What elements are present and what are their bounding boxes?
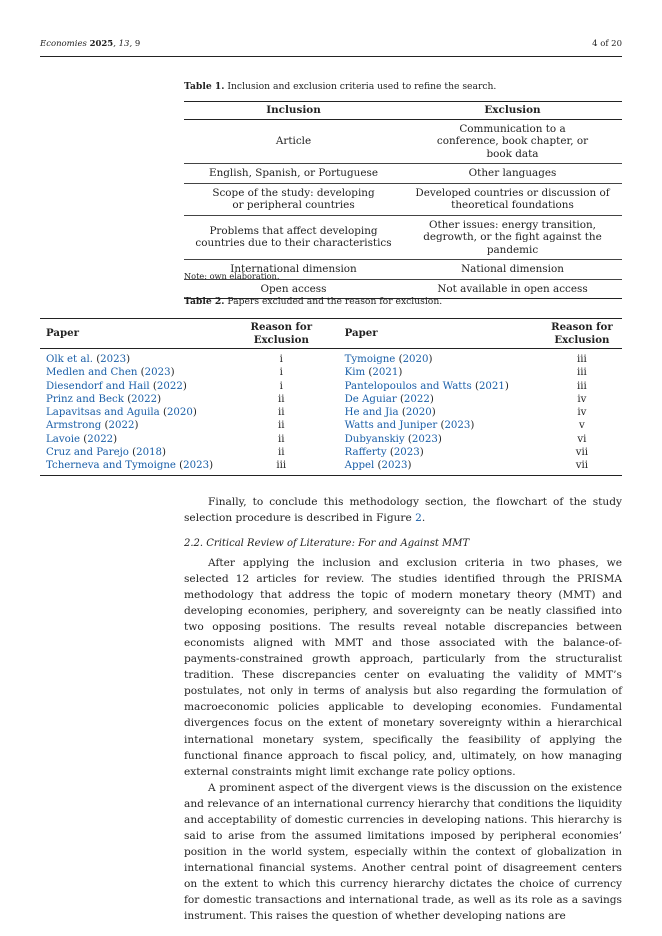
- reason-cell: vi: [577, 433, 587, 445]
- citation-year-link[interactable]: 2022: [131, 393, 158, 405]
- citation-year-link[interactable]: 2023: [393, 447, 420, 459]
- citation-author-link[interactable]: Diesendorf and Hail: [46, 380, 150, 392]
- reason-cell: i: [279, 380, 283, 392]
- paper-cell: Watts and Juniper (2023): [344, 420, 475, 432]
- reason-cell: ii: [278, 407, 285, 419]
- figure-reference-link[interactable]: 2: [415, 512, 422, 525]
- reason-cell: vii: [575, 447, 589, 459]
- table-cell: National dimension: [403, 260, 622, 280]
- table-cell: Communication to a conference, book chapter, or book data: [403, 119, 622, 164]
- citation-year-link[interactable]: 2023: [381, 460, 408, 472]
- citation-author-link[interactable]: Dubyanskiy: [344, 433, 405, 445]
- table-cell: International dimension: [184, 260, 403, 280]
- table-row: [40, 349, 622, 367]
- table-row: [40, 433, 622, 446]
- journal-citation: Economies 2025, 13, 9: [40, 39, 141, 49]
- citation-year-link[interactable]: 2023: [100, 354, 127, 365]
- body-paragraphs: [184, 555, 622, 924]
- table-cell: Problems that affect developing countries due to their characteristics: [184, 215, 403, 260]
- table1-note: Note: own elaboration.: [184, 271, 280, 281]
- paper-cell: Diesendorf and Hail (2022): [46, 380, 187, 392]
- citation-author-link[interactable]: Rafferty: [344, 447, 387, 459]
- citation-author-link[interactable]: De Aguiar: [344, 393, 397, 405]
- section-heading: 2.2. Critical Review of Literature: For and Against MMT: [184, 538, 470, 549]
- table2-label: Table 2.: [184, 296, 225, 307]
- citation-year-link[interactable]: 2021: [478, 380, 505, 392]
- paper-cell: Kim (2021): [344, 367, 403, 379]
- reason-cell: i: [279, 367, 283, 379]
- citation-author-link[interactable]: Pantelopoulos and Watts: [344, 380, 472, 392]
- reason-cell: iv: [577, 407, 587, 419]
- citation-year-link[interactable]: 2022: [87, 433, 114, 445]
- table-row: [40, 406, 622, 419]
- reason-cell: vii: [542, 459, 622, 475]
- citation-author-link[interactable]: Appel: [344, 460, 375, 472]
- inclusion-exclusion-table: [184, 101, 622, 299]
- table2-header-reason-2: Reason for Exclusion: [542, 319, 622, 349]
- table-row: [184, 183, 622, 215]
- citation-author-link[interactable]: Tymoigne: [344, 354, 396, 365]
- table-cell: Open access: [184, 279, 403, 299]
- column-gap: [321, 406, 338, 419]
- reason-cell: iii: [577, 380, 587, 392]
- citation-author-link[interactable]: Armstrong: [46, 420, 102, 432]
- table2-header-paper: Paper: [40, 319, 241, 349]
- paper-cell: Tymoigne (2020): [344, 354, 433, 365]
- column-gap: [321, 366, 338, 379]
- table1-caption: [184, 81, 496, 92]
- paper-cell: Rafferty (2023): [344, 447, 424, 459]
- paper-cell: Armstrong (2022): [46, 420, 139, 432]
- table1-caption-text: Inclusion and exclusion criteria used to refine the search.: [227, 81, 497, 92]
- citation-author-link[interactable]: Olk et al.: [46, 354, 93, 365]
- table-cell: Other issues: energy transition, degrowth, or the fight against the pandemic: [403, 215, 622, 260]
- citation-year-link[interactable]: 2022: [156, 380, 183, 392]
- paper-cell: He and Jia (2020): [344, 407, 436, 419]
- citation-year-link[interactable]: 2021: [372, 367, 399, 379]
- table2-header-paper-2: Paper: [339, 319, 542, 349]
- paper-cell: Tcherneva and Tymoigne (2023): [40, 459, 241, 475]
- paper-cell: Lavoie (2022): [46, 433, 118, 445]
- reason-cell: ii: [278, 393, 285, 405]
- reason-cell: ii: [278, 433, 285, 445]
- paper-cell: Lapavitsas and Aguila (2020): [46, 407, 197, 419]
- paragraph-methodology-conclusion: Finally, to conclude this methodology section, the flowchart of the study selection procedure is described in Figure 2.: [184, 496, 622, 525]
- table-row: [40, 419, 622, 432]
- reason-cell: i: [279, 354, 283, 365]
- paper-cell: Cruz and Parejo (2018): [46, 447, 167, 459]
- column-gap: [321, 419, 338, 432]
- citation-year-link[interactable]: 2020: [405, 407, 432, 419]
- table-cell: Article: [184, 119, 403, 164]
- citation-author-link[interactable]: Tcherneva and Tymoigne: [46, 460, 176, 472]
- table1-label: Table 1.: [184, 81, 225, 92]
- table-row: [40, 446, 622, 459]
- header-rule: [40, 56, 622, 57]
- reason-cell: ii: [278, 447, 285, 459]
- paper-cell: Medlen and Chen (2023): [46, 367, 175, 379]
- reason-cell: iii: [577, 354, 587, 365]
- paragraph: After applying the inclusion and exclusion criteria in two phases, we selected 12 articles for review. The studies identified through the PRISMA methodology that address the topic of modern monetary theory (MMT) and developing economies, periphery, and sovereignty can be neatly classified into two opposing positions. The results reveal notable discrepancies between economists aligned with MMT and those associated with the balance-of-payments-constrained growth approach, particularly from the structuralist tradition. These discrepancies center on evaluating the validity of MMT’s postulates, not only in terms of analysis but also regarding the formulation of macroeconomic policies applicable to developing economies. Fundamental divergences focus on the extent of monetary sovereignty within a hierarchical international monetary system, specifically the feasibility of applying the functional finance approach to fiscal policy, and, ultimately, on how managing external constraints might limit exchange rate policy options.: [184, 557, 622, 778]
- paragraph: A prominent aspect of the divergent views is the discussion on the existence and relevance of an international currency hierarchy that conditions the liquidity and acceptability of domestic currencies in developing nations. This hierarchy is said to arise from the assumed limitations imposed by peripheral economies’ position in the world system, especially within the context of globalization in international financial systems. Another central point of disagreement centers on the extent to which this currency hierarchy dictates the choice of currency for domestic transactions and international trade, as well as its role as a savings instrument. This raises the question of whether developing nations are: [184, 781, 622, 923]
- table2-header-reason: Reason for Exclusion: [241, 319, 321, 349]
- citation-year-link[interactable]: 2020: [402, 354, 429, 365]
- table1-header-exclusion: Exclusion: [403, 102, 622, 120]
- table2-caption: [184, 296, 442, 307]
- column-gap: [321, 380, 338, 393]
- column-gap: [321, 446, 338, 459]
- citation-author-link[interactable]: Prinz and Beck: [46, 393, 124, 405]
- citation-author-link[interactable]: Cruz and Parejo: [46, 447, 129, 459]
- table-cell: Developed countries or discussion of theoretical foundations: [403, 183, 622, 215]
- citation-year-link[interactable]: 2023: [411, 433, 438, 445]
- paragraph-text: Finally, to conclude this methodology section, the flowchart of the study selection procedure is described in Figure: [184, 496, 622, 525]
- reason-cell: ii: [278, 420, 285, 432]
- table-cell: Not available in open access: [403, 279, 622, 299]
- reason-cell: iv: [577, 393, 587, 405]
- table2-caption-text: Papers excluded and the reason for exclusion.: [227, 296, 443, 307]
- citation-year-link[interactable]: 2022: [108, 420, 135, 432]
- table1-header-inclusion: Inclusion: [184, 102, 403, 120]
- column-gap: [321, 433, 338, 446]
- paper-cell: Appel (2023): [339, 459, 542, 475]
- citation-author-link[interactable]: He and Jia: [344, 407, 399, 419]
- reason-cell: v: [579, 420, 585, 432]
- citation-author-link[interactable]: Lapavitsas and Aguila: [46, 407, 160, 419]
- citation-year-link[interactable]: 2020: [166, 407, 193, 419]
- table2-body: [40, 349, 622, 476]
- table-row: [184, 215, 622, 260]
- citation-year-link[interactable]: 2018: [136, 447, 163, 459]
- column-gap: [321, 393, 338, 406]
- paper-cell: De Aguiar (2022): [344, 393, 434, 405]
- reason-cell: iii: [241, 459, 321, 475]
- column-gap: [321, 349, 338, 367]
- paper-cell: Pantelopoulos and Watts (2021): [344, 380, 509, 392]
- citation-year-link[interactable]: 2023: [183, 460, 210, 472]
- table-row: [40, 459, 622, 475]
- column-gap: [321, 459, 338, 475]
- excluded-papers-table: [40, 318, 622, 476]
- table-row: [40, 393, 622, 406]
- table-row: [184, 119, 622, 164]
- citation-year-link[interactable]: 2022: [403, 393, 430, 405]
- page-number: 4 of 20: [592, 39, 622, 49]
- citation-year-link[interactable]: 2023: [144, 367, 171, 379]
- journal-issue: 9: [134, 39, 141, 49]
- citation-year-link[interactable]: 2023: [444, 420, 471, 432]
- citation-author-link[interactable]: Kim: [344, 367, 366, 379]
- journal-volume: 13: [118, 39, 130, 49]
- column-gap: [321, 319, 338, 349]
- table-row: [40, 380, 622, 393]
- paper-cell: Prinz and Beck (2022): [46, 393, 162, 405]
- table-row: [40, 366, 622, 379]
- table-cell: English, Spanish, or Portuguese: [184, 164, 403, 184]
- table-cell: Scope of the study: developing or peripheral countries: [184, 183, 403, 215]
- journal-name: Economies: [40, 39, 87, 49]
- citation-author-link[interactable]: Lavoie: [46, 433, 81, 445]
- journal-year: 2025: [89, 39, 114, 49]
- table-row: [184, 164, 622, 184]
- citation-author-link[interactable]: Watts and Juniper: [344, 420, 438, 432]
- paper-cell: Olk et al. (2023): [46, 354, 131, 365]
- citation-author-link[interactable]: Medlen and Chen: [46, 367, 138, 379]
- reason-cell: iii: [577, 367, 587, 379]
- paper-cell: Dubyanskiy (2023): [344, 433, 442, 445]
- table-cell: Other languages: [403, 164, 622, 184]
